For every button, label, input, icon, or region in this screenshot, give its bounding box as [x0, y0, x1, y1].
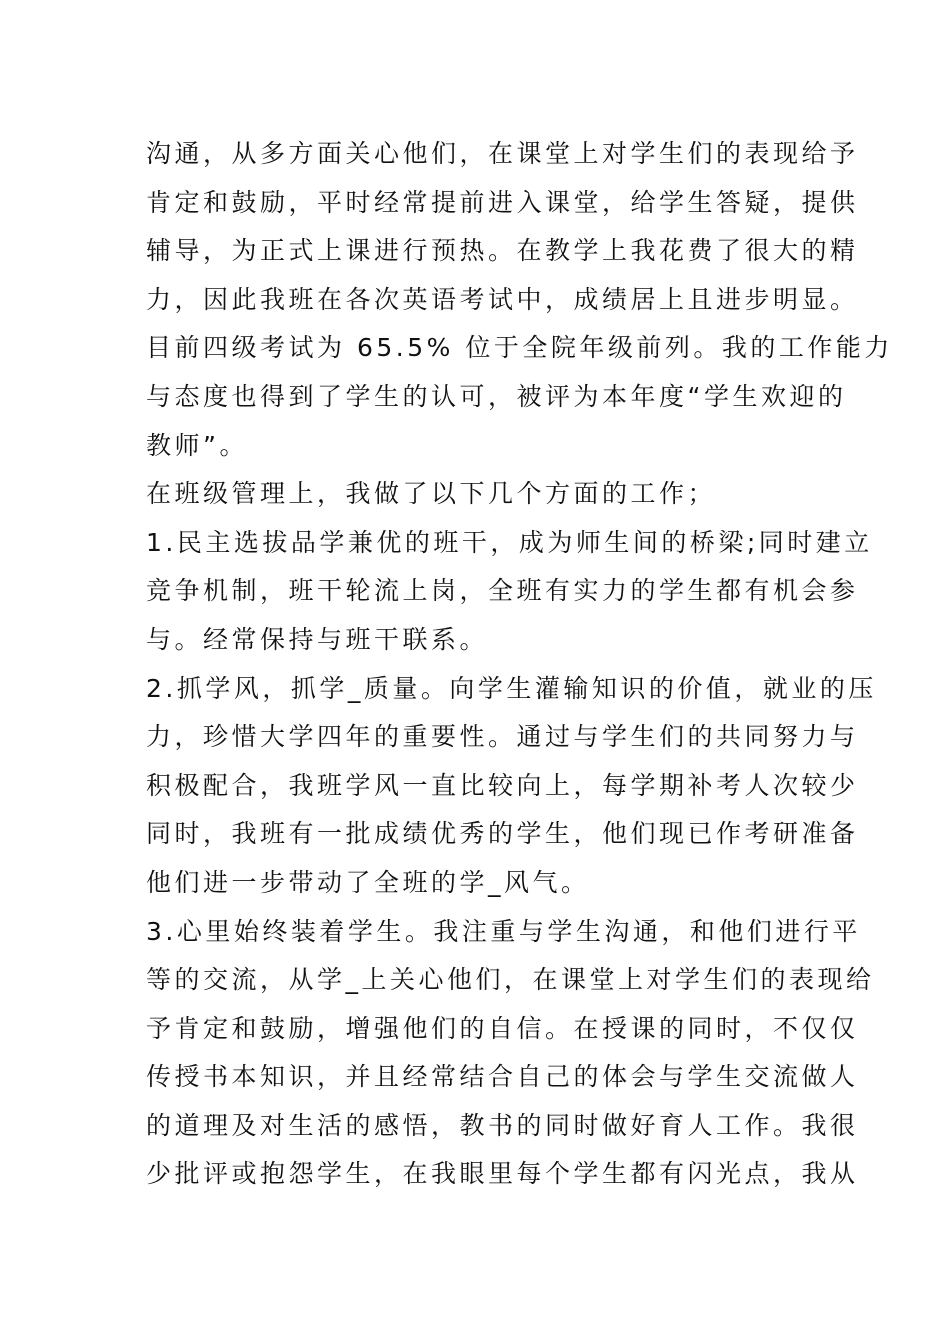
text-line: 目前四级考试为 65.5% 位于全院年级前列。我的工作能力: [146, 333, 893, 363]
text-line: 予肯定和鼓励，增强他们的自信。在授课的同时，不仅仅: [146, 1013, 859, 1043]
text-line: 肯定和鼓励，平时经常提前进入课堂，给学生答疑，提供: [146, 187, 859, 217]
text-line: 他们进一步带动了全班的学_风气。: [146, 867, 590, 897]
text-line: 与。经常保持与班干联系。: [146, 624, 489, 654]
text-line: 辅导，为正式上课进行预热。在教学上我花费了很大的精: [146, 236, 859, 266]
text-line: 的道理及对生活的感悟，教书的同时做好育人工作。我很: [146, 1110, 859, 1140]
list-item-line: 3.心里始终装着学生。我注重与学生沟通，和他们进行平: [146, 916, 861, 946]
text-line: 传授书本知识，并且经常结合自己的体会与学生交流做人: [146, 1062, 859, 1092]
text-line: 少批评或抱怨学生，在我眼里每个学生都有闪光点，我从: [146, 1159, 859, 1189]
text-line: 等的交流，从学_上关心他们，在课堂上对学生们的表现给: [146, 965, 875, 995]
text-line: 沟通，从多方面关心他们，在课堂上对学生们的表现给予: [146, 139, 859, 168]
section-heading-line: 在班级管理上，我做了以下几个方面的工作；: [146, 479, 717, 509]
list-item-line: 1.民主选拔品学兼优的班干，成为师生间的桥梁;同时建立: [146, 527, 873, 557]
document-body: [146, 130, 893, 1199]
text-line: 力，因此我班在各次英语考试中，成绩居上且进步明显。: [146, 284, 859, 314]
text-line: 竞争机制，班干轮流上岗，全班有实力的学生都有机会参: [146, 576, 859, 606]
text-line: 积极配合，我班学风一直比较向上，每学期补考人次较少: [146, 770, 859, 800]
list-item-line: 2.抓学风，抓学_质量。向学生灌输知识的价值，就业的压: [146, 673, 877, 703]
text-line: 力，珍惜大学四年的重要性。通过与学生们的共同努力与: [146, 722, 859, 752]
text-line: 与态度也得到了学生的认可，被评为本年度“学生欢迎的: [146, 381, 847, 411]
text-line: 同时，我班有一批成绩优秀的学生，他们现已作考研准备: [146, 819, 859, 849]
text-line: 教师”。: [146, 430, 248, 460]
